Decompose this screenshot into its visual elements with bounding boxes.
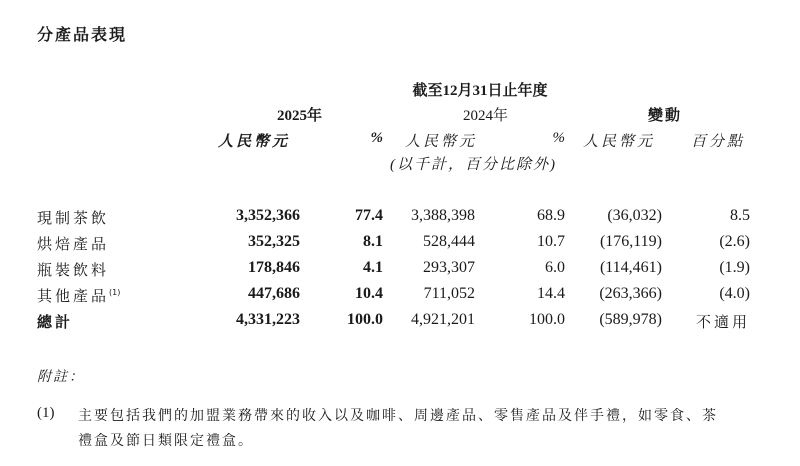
pct-2025-header: % <box>370 130 383 146</box>
revenue-2024: 3,388,398 <box>411 207 475 224</box>
rmb-2024-header: 人民幣元 <box>404 134 477 150</box>
year-2025-header: 2025年 <box>276 108 322 124</box>
revenue-change: (176,119) <box>599 233 662 250</box>
table-row <box>0 311 800 335</box>
pp-change: (4.0) <box>719 285 750 302</box>
revenue-change: (589,978) <box>599 311 662 328</box>
pct-2024: 6.0 <box>545 259 565 276</box>
product-label: 現制茶飲 <box>37 209 110 227</box>
revenue-2024: 293,307 <box>423 259 475 276</box>
pct-2025: 4.1 <box>363 259 383 276</box>
pct-2025: 10.4 <box>355 285 383 302</box>
pp-change: (1.9) <box>719 259 750 276</box>
revenue-2025: 352,325 <box>248 233 300 250</box>
pp-change: (2.6) <box>719 233 750 250</box>
revenue-2024: 711,052 <box>423 285 475 302</box>
revenue-change: (263,366) <box>599 285 662 302</box>
pp-change: 不適用 <box>695 313 750 331</box>
revenue-2024: 4,921,201 <box>411 311 475 328</box>
year-2024-header: 2024年 <box>462 108 508 124</box>
notes-heading: 附註： <box>37 369 85 385</box>
revenue-2025: 447,686 <box>248 285 300 302</box>
unit-note: (以千計，百分比除外) <box>390 157 557 173</box>
note-text-line1: 主要包括我們的加盟業務帶來的收入以及咖啡、周邊產品、零售產品及伴手禮，如零食、茶 <box>78 408 718 424</box>
table-row <box>0 285 800 309</box>
rmb-2025-header: 人民幣元 <box>217 134 290 150</box>
pct-2024: 10.7 <box>537 233 565 250</box>
pct-2025: 8.1 <box>363 233 383 250</box>
revenue-change: (114,461) <box>599 259 662 276</box>
revenue-change: (36,032) <box>607 207 662 224</box>
product-label: 烘焙產品 <box>37 235 110 253</box>
note-marker: (1) <box>37 405 55 421</box>
revenue-2025: 4,331,223 <box>236 311 300 328</box>
table-row <box>0 259 800 283</box>
product-label: 瓶裝飲料 <box>37 261 110 279</box>
note-text-line2: 禮盒及節日類限定禮盒。 <box>78 433 254 449</box>
revenue-2025: 178,846 <box>248 259 300 276</box>
product-label: 總計 <box>37 313 74 331</box>
pct-2024: 100.0 <box>529 311 565 328</box>
rmb-change-header: 人民幣元 <box>582 134 655 150</box>
table-row <box>0 233 800 257</box>
pct-2024: 14.4 <box>537 285 565 302</box>
pp-change-header: 百分點 <box>690 134 745 150</box>
pct-2025: 77.4 <box>355 207 383 224</box>
period-header: 截至12月31日止年度 <box>412 83 548 99</box>
pct-2024: 68.9 <box>537 207 565 224</box>
product-label: 其他產品$^{(1)}$ <box>37 287 121 305</box>
revenue-2024: 528,444 <box>423 233 475 250</box>
pct-2024-header: % <box>552 130 565 146</box>
footnote-ref: (1) <box>109 288 121 297</box>
table-row <box>0 207 800 231</box>
section-title: 分產品表現 <box>37 25 128 44</box>
change-header: 變動 <box>648 108 683 124</box>
revenue-2025: 3,352,366 <box>236 207 300 224</box>
pp-change: 8.5 <box>730 207 750 224</box>
pct-2025: 100.0 <box>347 311 383 328</box>
